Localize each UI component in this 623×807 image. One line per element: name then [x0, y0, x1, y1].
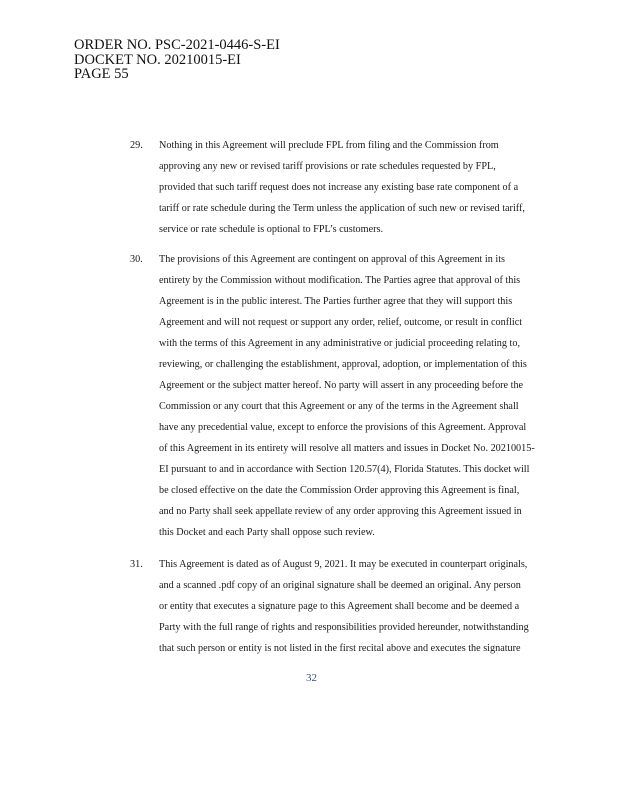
paragraph-line: Nothing in this Agreement will preclude FPL from filing and the Commission from	[159, 140, 499, 151]
paragraph-number: 29.	[130, 140, 143, 151]
header-page-number: PAGE 55	[74, 66, 129, 82]
paragraph-line: with the terms of this Agreement in any administrative or judicial proceeding relating to,	[159, 338, 520, 349]
document-header	[74, 38, 280, 82]
paragraph-line: approving any new or revised tariff provisions or rate schedules requested by FPL,	[159, 161, 496, 172]
paragraph-number: 30.	[130, 254, 143, 265]
paragraph-line: that such person or entity is not listed in the first recital above and executes the signature	[159, 643, 521, 654]
paragraph-line: entirety by the Commission without modification. The Parties agree that approval of this	[159, 275, 521, 286]
paragraph-line: Commission or any court that this Agreement or any of the terms in the Agreement shall	[159, 401, 519, 412]
paragraph-line: be closed effective on the date the Commission Order approving this Agreement is final,	[159, 485, 520, 496]
paragraph-line: The provisions of this Agreement are contingent on approval of this Agreement in its	[159, 254, 506, 265]
paragraph-number: 31.	[130, 559, 143, 570]
paragraph-line: service or rate schedule is optional to FPL’s customers.	[159, 224, 383, 235]
page-number: 32	[306, 672, 317, 684]
paragraph-line: Agreement is in the public interest. The Parties further agree that they will support this	[159, 296, 513, 307]
paragraph-line: and no Party shall seek appellate review of any order approving this Agreement issued in	[159, 506, 522, 517]
paragraph-line: Agreement and will not request or support any order, relief, outcome, or result in conflict	[159, 317, 523, 328]
paragraph-line: and a scanned .pdf copy of an original signature shall be deemed an original. Any person	[159, 580, 521, 591]
order-number: ORDER NO. PSC-2021-0446-S-EI	[74, 37, 280, 53]
docket-number: DOCKET NO. 20210015-EI	[74, 51, 241, 68]
paragraph-line: Agreement or the subject matter hereof. No party will assert in any proceeding before the	[159, 380, 524, 391]
paragraph-line: tariff or rate schedule during the Term unless the application of such new or revised tariff,	[159, 203, 525, 214]
paragraph-line: or entity that executes a signature page to this Agreement shall become and be deemed a	[159, 601, 520, 612]
paragraph-line: Party with the full range of rights and responsibilities provided hereunder, notwithstanding	[159, 622, 529, 633]
paragraph-line: EI pursuant to and in accordance with Section 120.57(4), Florida Statutes. This docket will	[159, 464, 530, 475]
paragraph-line: reviewing, or challenging the establishment, approval, adoption, or implementation of this	[159, 359, 527, 370]
paragraph-line: provided that such tariff request does not increase any existing base rate component of a	[159, 182, 519, 193]
paragraph-line: this Docket and each Party shall oppose such review.	[159, 527, 375, 538]
paragraph-line: This Agreement is dated as of August 9, 2021. It may be executed in counterpart originals,	[159, 559, 528, 570]
paragraph-line: have any precedential value, except to enforce the provisions of this Agreement. Approval	[159, 422, 527, 433]
paragraph-line: of this Agreement in its entirety will resolve all matters and issues in Docket No. 20210015-	[159, 443, 535, 454]
